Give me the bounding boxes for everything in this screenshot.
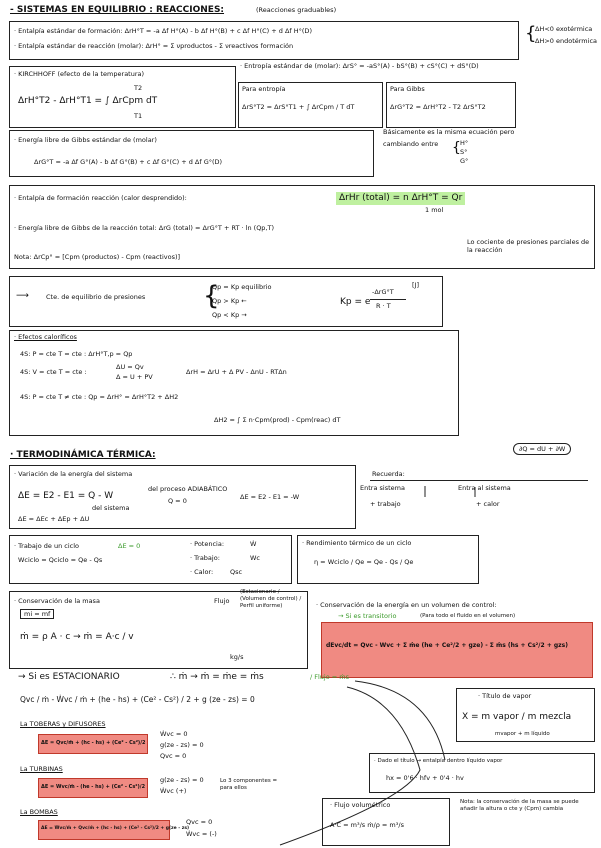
- enthalpy-mixture-label: · Dado el título → entalpía dentro líquido vapor: [374, 758, 503, 764]
- heat-effects-row-4: ΔH2 = ∫ Σ n·Cpm(prod) - Cpm(reac) dT: [214, 416, 341, 424]
- adiabatic-note: del proceso ADIABÁTICO: [148, 485, 228, 493]
- cp-note: Nota: ΔrCp° = [Cpm (productos) - Cpm (reactivos)]: [14, 253, 181, 261]
- kp-option-3: Qp < Kp →: [212, 311, 247, 319]
- pumps-val-1: Qvc = 0: [186, 818, 213, 826]
- turbines-formula: ΔE = Wvc/ṁ - (he - hs) + (Ce² - Cs²)/2: [41, 784, 146, 790]
- thermo-title: · TERMODINÁMICA TÉRMICA:: [10, 450, 156, 460]
- kp-option-1: Qp = Kp equilibrio: [212, 283, 272, 291]
- turbines-note: Lo 3 componentes = para ellos: [220, 778, 278, 791]
- heat-effects-row-2d: ΔrH = ΔrU + Δ PV - ΔnU - RTΔn: [186, 368, 287, 376]
- reaction-enthalpy-total-label: · Entalpía de formación reacción (calor desprendido):: [14, 194, 187, 202]
- vapor-quality-sub: mvapor + m líquido: [495, 731, 550, 737]
- turbines-val-1: g(ze - zs) = 0: [160, 776, 204, 784]
- turbines-label: La TURBINAS: [20, 765, 63, 773]
- sign-left-2: + trabajo: [370, 500, 401, 508]
- cycle-work-eq: Wciclo = Qciclo = Qe - Qs: [18, 556, 103, 564]
- gibbs-label: · Energía libre de Gibbs estándar de (molar): [14, 136, 157, 144]
- energy-components-eq: ΔE = ΔEc + ΔEp + ΔU: [18, 515, 90, 523]
- gibbs-list-S: S°: [460, 148, 468, 156]
- heat-label: · Calor:: [190, 568, 214, 576]
- entropy-label: · Entropía estándar de (molar): ΔrS° = -aS°(A) - bS°(B) + cS°(C) + dS°(D): [240, 62, 479, 70]
- flow-note: (Estacionario / (Volumen de control) / Perfil uniforme): [240, 589, 302, 609]
- gibbs-list-H: H°: [460, 139, 469, 147]
- kp-exp-num: -ΔrG°T: [372, 288, 394, 296]
- power-value: Ẇ: [250, 540, 257, 548]
- gibbs-T-eq: ΔrG°T2 = ΔrH°T2 - T2 ΔrS°T2: [390, 103, 486, 111]
- adiabatic-q: Q = 0: [168, 497, 187, 505]
- pumps-formula: ΔE = Ẇvc/ṁ + Qvc/ṁ + (hc - hs) + (Ce² - Cs²)/2 + g(ze - zs): [41, 826, 190, 831]
- mass-flow-eq: ṁ = ρ A · c → ṁ = A·c / v: [20, 632, 134, 642]
- volumetric-flow-eq: A·C = m³/s ṁ/ρ = m³/s: [330, 821, 404, 829]
- kp-exp-den: R · T: [376, 302, 391, 310]
- mass-conservation-note: Nota: la conservación de la masa se puede añadir la altura o cte y (Cpm) cambia: [460, 799, 579, 812]
- kp-option-2: Qp > Kp ←: [212, 297, 247, 305]
- reaction-enthalpy-total-eq: ΔrHr (total) = n ΔrH°T = Qr: [336, 192, 465, 205]
- gibbs-note-1: Básicamente es la misma ecuación pero: [383, 128, 515, 136]
- kp-label: Cte. de equilibrio de presiones: [46, 293, 146, 301]
- first-law-bubble: ∂Q = dU + ∂W: [513, 443, 571, 455]
- mass-conservation-label: · Conservación de la masa: [14, 597, 100, 605]
- energy-variation-eq: ΔE = E2 - E1 = Q - W: [18, 491, 114, 501]
- reaction-enthalpy-eq: · Entalpía estándar de reacción (molar): ΔrH° = Σ νproductos - Σ νreactivos formación: [14, 42, 294, 50]
- exothermic-note: ΔH<0 exotérmica: [535, 25, 593, 33]
- heat-effects-row-3: 4S: P = cte T ≠ cte : Qp = ΔrH° = ΔrH°T2 + ΔH2: [20, 393, 179, 401]
- brace: {: [452, 140, 461, 156]
- heat-value: Qsc: [230, 568, 243, 576]
- heat-effects-row-1: 4S: P = cte T = cte : ΔrH°T,p = Qp: [20, 350, 133, 358]
- gibbs-list-G: G°: [460, 157, 469, 165]
- energy-conservation-label: · Conservación de la energía en un volumen de control:: [316, 601, 497, 609]
- nozzles-label: La TOBERAS y DIFUSORES: [20, 720, 106, 728]
- power-label: · Potencia:: [190, 540, 225, 548]
- kp-unit: [J]: [412, 281, 419, 289]
- steady-energy-eq: Qvc / ṁ - Ẇvc / ṁ + (he - hs) + (Ce² - Cs²) / 2 + g (ze - zs) = 0: [20, 695, 255, 704]
- pumps-val-2: Ẇvc = (-): [186, 830, 217, 838]
- brace: {: [203, 281, 220, 311]
- title-note: (Reacciones graduables): [256, 6, 337, 14]
- gibbs-note-2: cambiando entre: [383, 140, 439, 148]
- heat-effects-row-2b: ΔU = Qv: [116, 363, 144, 371]
- sign-right-2: + calor: [476, 500, 500, 508]
- pressure-quotient-note: Lo cociente de presiones parciales de la reacción: [467, 238, 590, 254]
- page-title: - SISTEMAS EN EQUILIBRIO : REACCIONES:: [10, 5, 225, 15]
- heat-effects-label: · Efectos caloríficos: [14, 333, 77, 341]
- nozzles-val-2: g(ze - zs) = 0: [160, 741, 204, 749]
- enthalpy-mixture-eq: hx = 0'6 · hfv + 0'4 · hv: [386, 774, 464, 782]
- transient-note-2: (Para todo el fluido en el volumen): [420, 613, 516, 619]
- brace: {: [525, 23, 537, 44]
- sign-title: Recuerda:: [372, 470, 405, 478]
- steady-eq: ∴ ṁ → ṁ = ṁe = ṁs: [170, 672, 264, 682]
- kirchhoff-label: · KIRCHHOFF (efecto de la temperatura): [14, 70, 145, 78]
- cycle-delta-e: ΔE = 0: [118, 542, 141, 550]
- energy-variation-note: del sistema: [92, 504, 130, 512]
- kirchhoff-limit-bottom: T1: [134, 112, 143, 120]
- turbines-val-2: Ẇvc (+): [160, 787, 187, 795]
- vapor-quality-eq: X = m vapor / m mezcla: [462, 712, 572, 722]
- nozzles-val-1: Ẇvc = 0: [160, 730, 188, 738]
- transient-note: → Si es transitorio: [338, 612, 397, 620]
- endothermic-note: ΔH>0 endotérmica: [535, 37, 598, 45]
- gibbs-T-sub: Para Gibbs: [390, 85, 425, 93]
- formation-enthalpy-eq: · Entalpía estándar de formación: ΔrH°T = -a Δf H°(A) - b Δf H°(B) + c Δf H°(C) + d Δf H°(D): [14, 27, 312, 35]
- steady-flow-note: / Flujo = ṁs: [310, 673, 349, 681]
- heat-effects-row-2: 4S: V = cte T = cte :: [20, 368, 87, 376]
- adiabatic-result: ΔE = E2 - E1 = -W: [240, 493, 300, 501]
- heat-effects-row-2c: Δ = U + PV: [116, 373, 153, 381]
- kirchhoff-limit-top: T2: [134, 84, 143, 92]
- energy-balance-formula: dEvc/dt = Qvc - Wvc + Σ ṁe (he + Ce²/2 + gze) - Σ ṁs (hs + Cs²/2 + gzs): [326, 642, 568, 649]
- nozzles-formula: ΔE = Qvc/ṁ + (hc - hs) + (Ce² - Cs²)/2: [41, 740, 146, 746]
- mass-flow-unit: kg/s: [230, 653, 244, 661]
- mass-balance-box: mi = mf: [20, 609, 54, 619]
- gibbs-eq: ΔrG°T = -a Δf G°(A) - b Δf G°(B) + c Δf G°(C) + d Δf G°(D): [34, 158, 223, 166]
- one-mol-note: 1 mol: [425, 206, 444, 214]
- energy-variation-label: · Variación de la energía del sistema: [14, 470, 133, 478]
- steady-label: → Si es ESTACIONARIO: [18, 672, 120, 682]
- pumps-label: La BOMBAS: [20, 808, 58, 816]
- entropy-eq: ΔrS°T2 = ΔrS°T1 + ∫ ΔrCpm / T dT: [242, 103, 355, 111]
- volumetric-flow-label: · Flujo volumétrico: [330, 801, 391, 809]
- flow-label: Flujo: [214, 597, 230, 605]
- work-label: · Trabajo:: [190, 554, 220, 562]
- sign-left: Entra sistema: [360, 484, 405, 492]
- entropy-sub: Para entropía: [242, 85, 286, 93]
- efficiency-label: · Rendimiento térmico de un ciclo: [302, 539, 412, 547]
- work-value: Wc: [250, 554, 261, 562]
- cycle-work-label: · Trabajo de un ciclo: [14, 542, 79, 550]
- kirchhoff-eq: ΔrH°T2 - ΔrH°T1 = ∫ ΔrCpm dT: [18, 96, 158, 106]
- efficiency-eq: η = Wciclo / Qe = Qe - Qs / Qe: [314, 558, 414, 566]
- kp-eq-left: Kp = e: [340, 297, 371, 307]
- sign-right: Entra al sistema: [458, 484, 511, 492]
- nozzles-val-3: Qvc = 0: [160, 752, 187, 760]
- gibbs-total-eq: · Energía libre de Gibbs de la reacción total: ΔrG (total) = ΔrG°T + RT · ln (Qp,T): [14, 224, 275, 232]
- vapor-quality-label: · Título de vapor: [478, 692, 532, 700]
- arrow-icon: ⟶: [16, 291, 29, 301]
